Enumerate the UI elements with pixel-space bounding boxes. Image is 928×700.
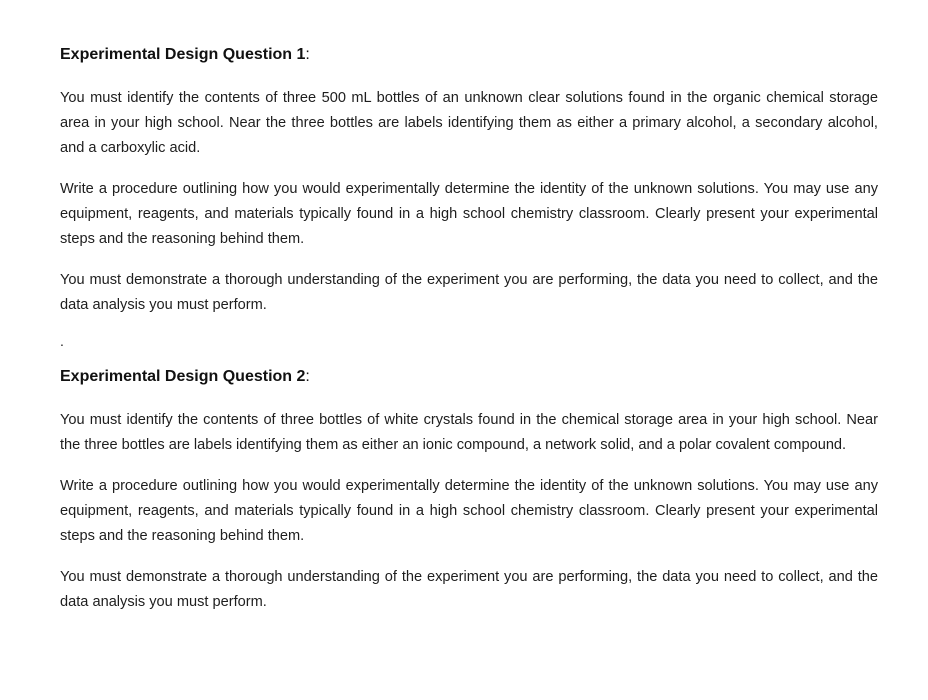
question-1-paragraph-2: Write a procedure outlining how you would experimentally determine the identity of the unknown solutions. You may use any equipment, reagents, and materials typically found in a high school chemistry classroom. Clearly present your experimental steps and the reasoning behind them. xyxy=(60,181,878,247)
question-1-colon: : xyxy=(305,46,310,63)
question-2-heading xyxy=(60,366,878,388)
question-2-colon: : xyxy=(305,368,310,385)
question-1-paragraph-1: You must identify the contents of three 500 mL bottles of an unknown clear solutions found in the organic chemical storage area in your high school. Near the three bottles are labels identifying them as either a primary alcohol, a secondary alcohol, and a carboxylic acid. xyxy=(60,90,878,156)
question-1-paragraph-3: You must demonstrate a thorough understanding of the experiment you are performing, the data you need to collect, and the data analysis you must perform. xyxy=(60,272,878,313)
question-1-heading xyxy=(60,44,878,66)
question-1-title: Experimental Design Question 1 xyxy=(60,46,306,63)
question-2-paragraph-1: You must identify the contents of three bottles of white crystals found in the chemical storage area in your high school. Near the three bottles are labels identifying them as either an ionic compound, a network solid, and a polar covalent compound. xyxy=(60,412,878,453)
question-2-section xyxy=(60,366,878,615)
question-2-title: Experimental Design Question 2 xyxy=(60,368,306,385)
question-1-section xyxy=(60,44,878,318)
question-2-paragraph-2: Write a procedure outlining how you would experimentally determine the identity of the unknown solutions. You may use any equipment, reagents, and materials typically found in a high school chemistry classroom. Clearly present your experimental steps and the reasoning behind them. xyxy=(60,478,878,544)
question-2-paragraph-3: You must demonstrate a thorough understanding of the experiment you are performing, the data you need to collect, and the data analysis you must perform. xyxy=(60,569,878,610)
separator-dot: . xyxy=(60,333,64,349)
